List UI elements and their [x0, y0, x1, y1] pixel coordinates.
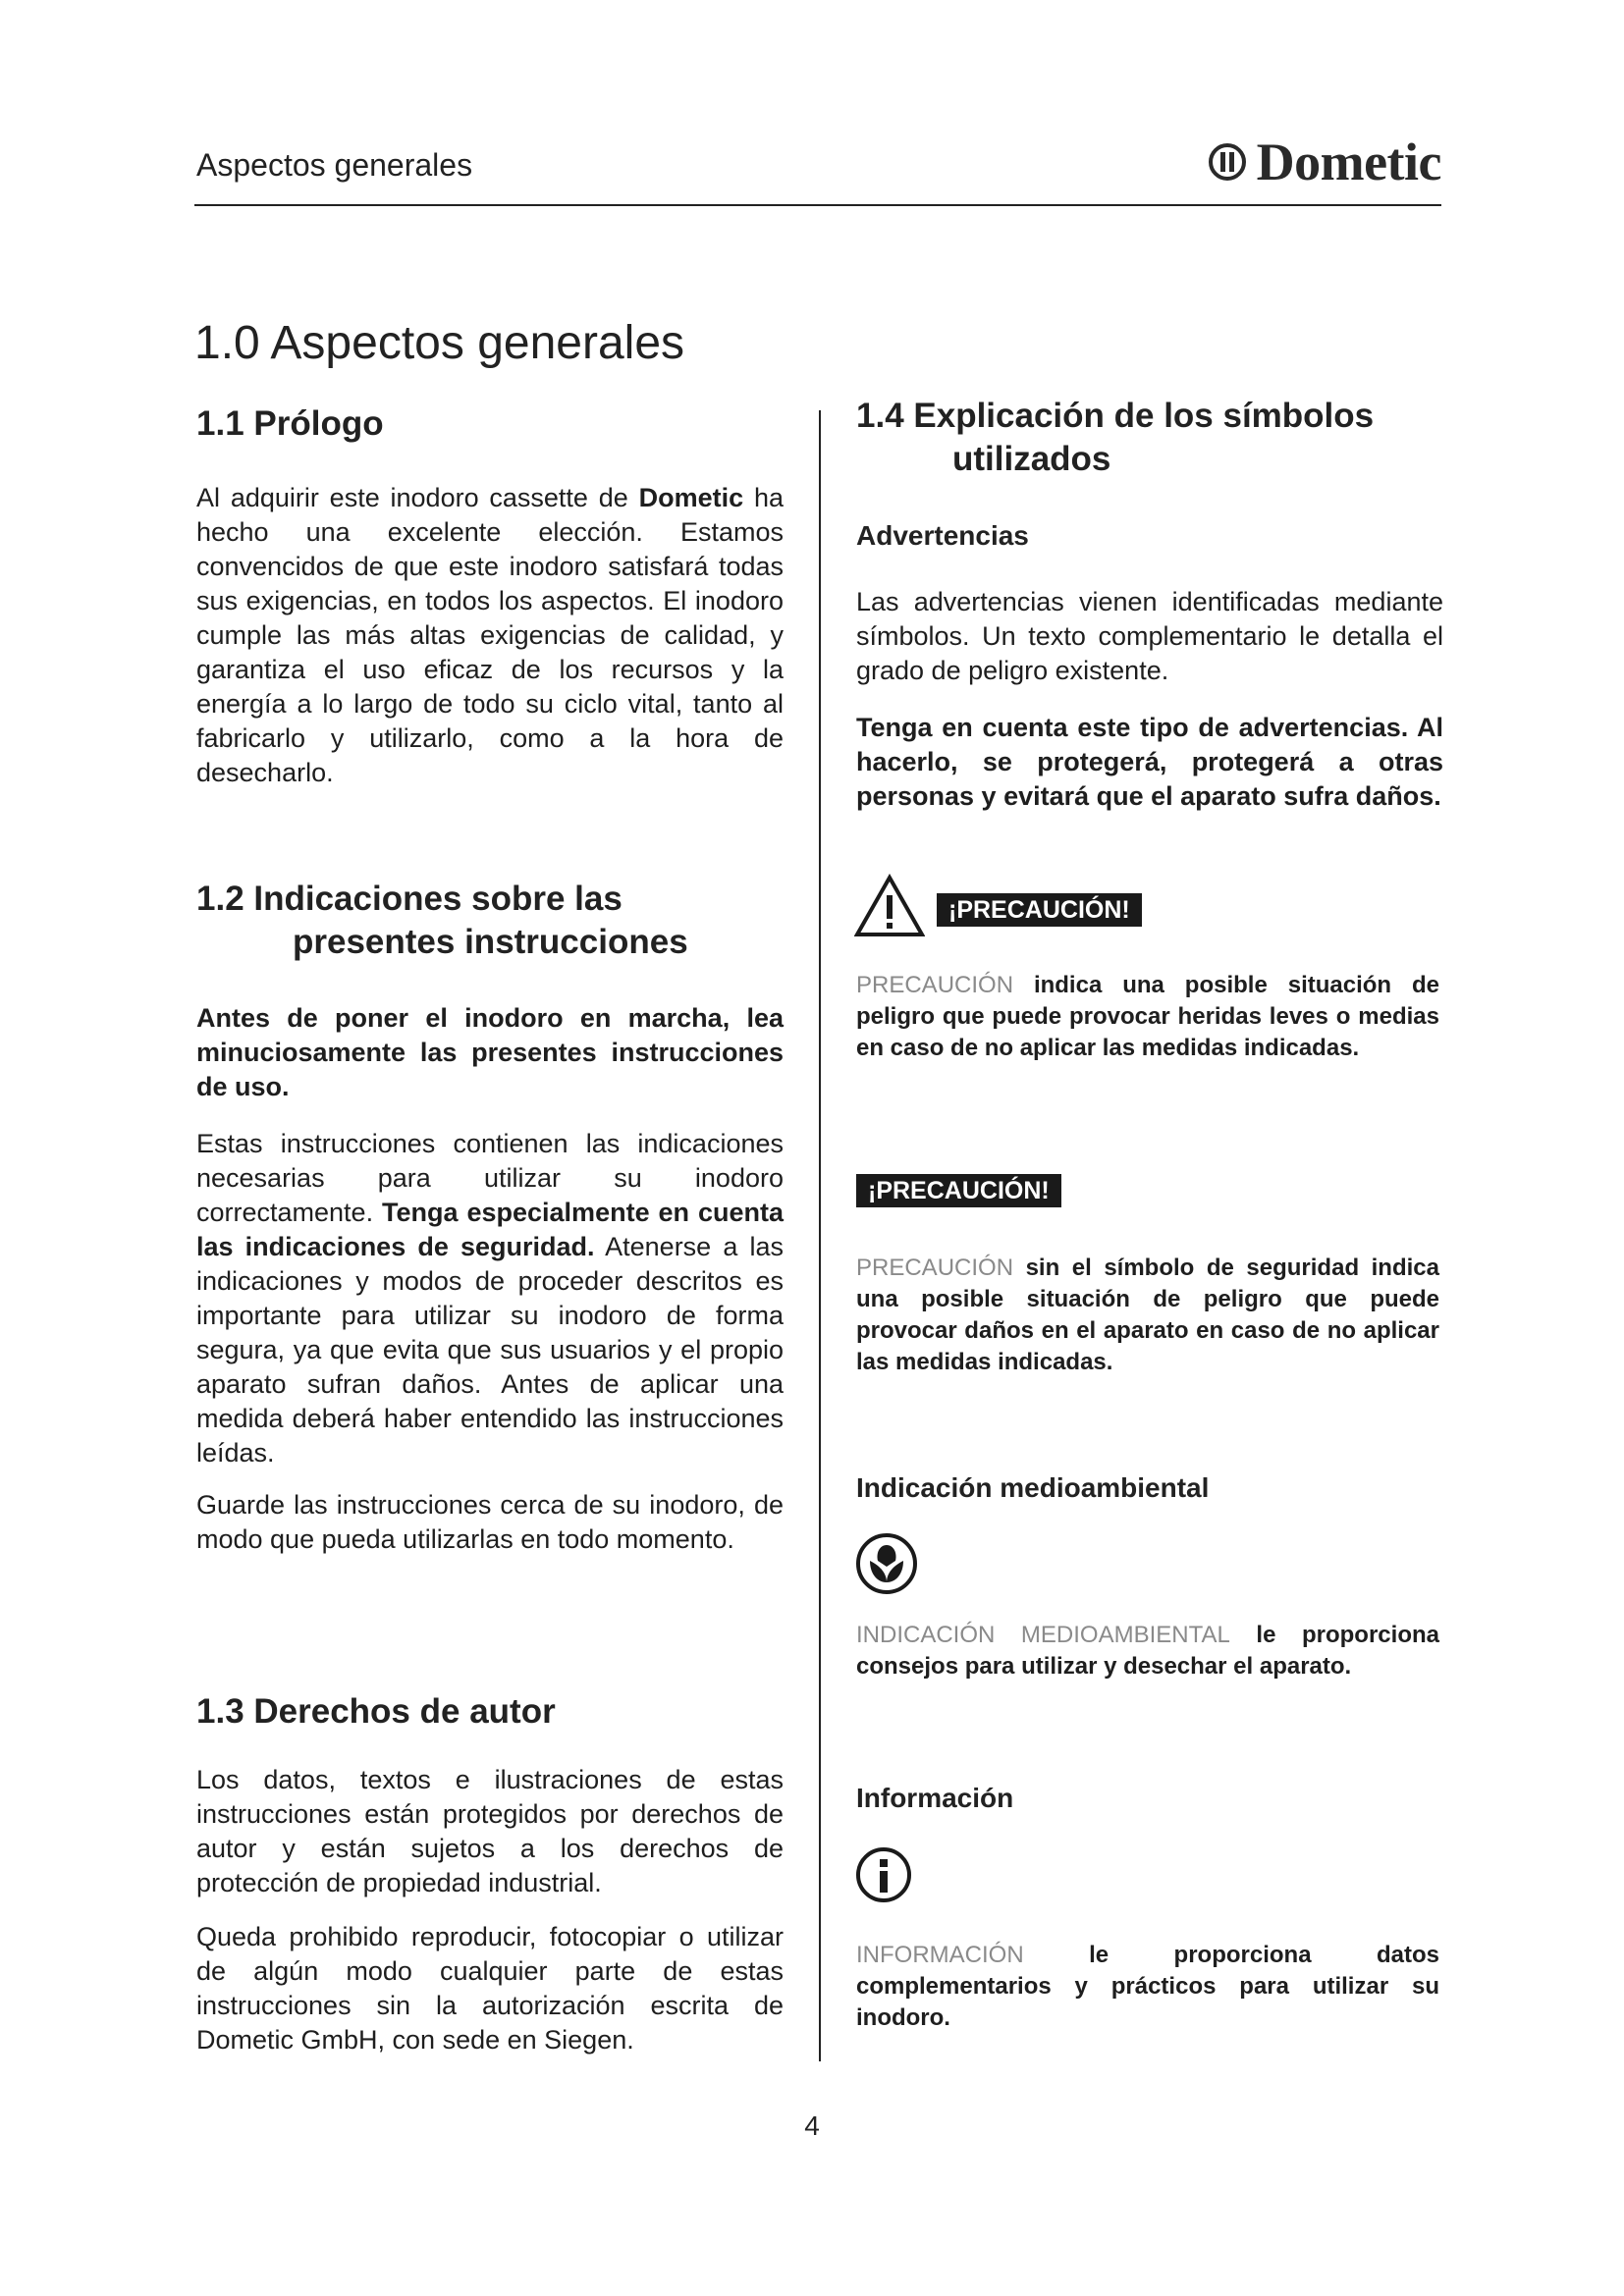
advertencias-paragraph: Las advertencias vienen identificadas mediante símbolos. Un texto complementario le detalla el grado de peligro existente. — [856, 587, 1443, 685]
section-heading-prologo: 1.1 Prólogo — [196, 404, 384, 443]
simbolos-heading-line1: 1.4 Explicación de los símbolos — [856, 397, 1375, 435]
prologo-text-a: Al adquirir este inodoro cassette de — [196, 483, 639, 512]
simbolos-heading-line2: utilizados — [952, 440, 1111, 478]
section-heading-derechos: 1.3 Derechos de autor — [196, 1692, 556, 1731]
brand-logo — [1208, 132, 1441, 192]
info-label: INFORMACIÓN — [856, 1942, 1024, 1968]
page-title: 1.0 Aspectos generales — [194, 317, 685, 369]
info-text: le proporciona datos complementarios y prácticos para utilizar su inodoro. — [856, 1942, 1439, 2031]
column-divider — [819, 410, 821, 2061]
prologo-brand-bold: Dometic — [638, 483, 744, 512]
header-title: Aspectos generales — [196, 147, 473, 183]
section-heading-simbolos — [856, 395, 1374, 481]
warning-triangle-icon — [854, 874, 925, 938]
prologo-paragraph — [196, 481, 784, 790]
precaucion-1-paragraph — [856, 970, 1439, 1064]
advertencias-title: Advertencias — [856, 520, 1029, 551]
indicaciones-heading-line2: presentes instrucciones — [293, 923, 688, 961]
precaucion-1-text: indica una posible situación de peligro que puede provocar heridas leves o medias en caso de no aplicar las medidas indicadas. — [856, 972, 1439, 1061]
indicaciones-bold-intro: Antes de poner el inodoro en marcha, lea minuciosamente las presentes instrucciones de uso. — [196, 1003, 784, 1101]
precaucion-1-label: PRECAUCIÓN — [856, 972, 1014, 998]
page-number: 4 — [804, 2110, 820, 2141]
advertencias-bold-paragraph: Tenga en cuenta este tipo de advertencias. Al hacerlo, se protegerá, protegerá a otras personas y evitará que el aparato sufra daños. — [856, 713, 1443, 811]
medio-text: le proporciona consejos para utilizar y desechar el aparato. — [856, 1622, 1439, 1680]
indicaciones-paragraph — [196, 1127, 784, 1470]
prologo-text-b: ha hecho una excelente elección. Estamos convencidos de que este inodoro satisfará todas sus exigencias, en todos los aspectos. El inodoro cumple las más altas exigencias de calidad, y garantiza el uso eficaz de los recursos y la energía a lo largo de todo su ciclo vital, tanto al fabricarlo y utilizarlo, como a la hora de desecharlo. — [196, 483, 784, 787]
derechos-paragraph-2: Queda prohibido reproducir, fotocopiar o utilizar de algún modo cualquier parte de estas instrucciones sin la autorización escrita de Dometic GmbH, con sede en Siegen. — [196, 1922, 784, 2055]
info-icon — [854, 1845, 913, 1904]
header-divider — [194, 204, 1441, 206]
brand-name: Dometic — [1256, 133, 1441, 191]
dometic-logo-icon — [1208, 142, 1247, 182]
indicaciones-text-bold: Tenga especialmente en cuenta las indicaciones de seguridad. — [196, 1198, 784, 1261]
medio-title: Indicación medioambiental — [856, 1472, 1210, 1503]
medio-paragraph — [856, 1620, 1439, 1682]
indicaciones-heading-line1: 1.2 Indicaciones sobre las — [196, 880, 623, 918]
info-paragraph — [856, 1940, 1439, 2034]
indicaciones-keep-paragraph: Guarde las instrucciones cerca de su inodoro, de modo que pueda utilizarlas en todo momento. — [196, 1490, 784, 1554]
environment-flower-icon — [854, 1531, 919, 1596]
indicaciones-text-b: Atenerse a las indicaciones y modos de proceder descritos es importante para utilizar su inodoro de forma segura, ya que evita que sus usuarios y el propio aparato sufran daños. Antes de aplicar una medida deberá haber entendido las instrucciones leídas. — [196, 1232, 784, 1468]
derechos-paragraph-1: Los datos, textos e ilustraciones de estas instrucciones están protegidos por derechos de autor y están sujetos a los derechos de protección de propiedad industrial. — [196, 1765, 784, 1897]
medio-label: INDICACIÓN MEDIOAMBIENTAL — [856, 1622, 1230, 1648]
precaucion-2-text: sin el símbolo de seguridad indica una posible situación de peligro que puede provocar daños en el aparato en caso de no aplicar las medidas indicadas. — [856, 1255, 1439, 1375]
info-title: Información — [856, 1783, 1014, 1813]
precaucion-2-paragraph — [856, 1253, 1439, 1378]
section-heading-indicaciones — [196, 878, 688, 964]
precaucion-badge-1: ¡PRECAUCIÓN! — [937, 893, 1142, 927]
precaucion-2-label: PRECAUCIÓN — [856, 1255, 1014, 1281]
precaucion-badge-2: ¡PRECAUCIÓN! — [856, 1174, 1061, 1207]
indicaciones-text-a: Estas instrucciones contienen las indicaciones necesarias para utilizar su inodoro correctamente. — [196, 1129, 784, 1227]
